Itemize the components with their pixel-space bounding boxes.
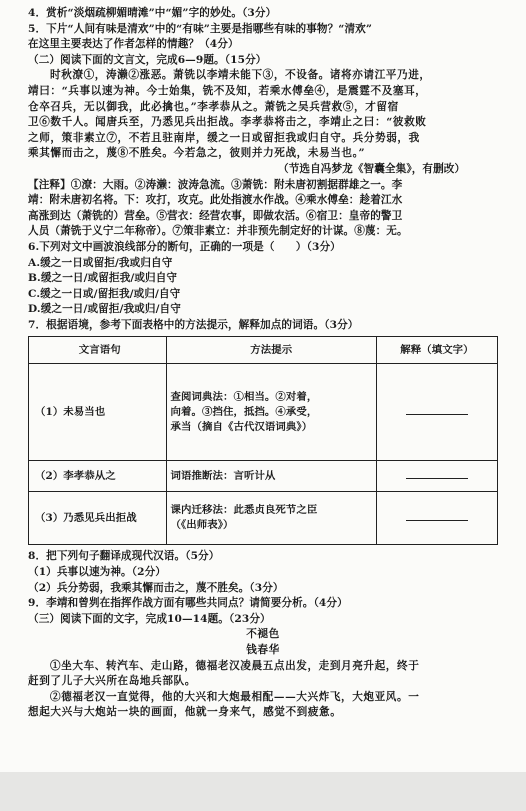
- essay-title: 不褪色: [246, 628, 280, 641]
- answer-cell[interactable]: [376, 492, 497, 545]
- question-5-cont: 在这里主要表达了作者怎样的情趣？（4分）: [28, 38, 239, 51]
- passage-line: 靖曰：“兵事以速为神。今士始集，铣不及知，若乘水傅垒④，是震霆不及塞耳，: [28, 84, 427, 97]
- table-row: [29, 461, 498, 492]
- table-header: 方法提示: [166, 337, 376, 364]
- option-a: A.缓之一日或留拒/我或归自守: [28, 256, 173, 269]
- hint-line: 承当（摘自《古代汉语词典》）: [170, 420, 313, 433]
- method-table: [28, 336, 498, 545]
- essay-line: 赶到了儿子大兴所在岛地兵部队。: [28, 675, 196, 688]
- question-5: 5．下片“人间有味是清欢”中的“有味”主要是指哪些有味的事物？“清欢”: [28, 22, 373, 35]
- passage-line: 之师，策非素立⑦，不若且驻南岸，缓之一日或留拒我或归自守。兵分势弱，我: [28, 131, 420, 144]
- question-8-2: （2）兵分势弱，我乘其懈而击之，蔑不胜矣。（3分）: [28, 581, 284, 594]
- question-8: 8．把下列句子翻译成现代汉语。（5分）: [28, 550, 220, 563]
- question-8-1: （1）兵事以速为神。（2分）: [28, 566, 166, 579]
- hint-line: 查阅词典法：①相当。②对着，: [170, 390, 318, 403]
- essay-author: 钱春华: [246, 644, 280, 657]
- table-header: 文言语句: [29, 337, 167, 364]
- essay-line: 想起大兴与大炮站一块的画面，他就一身来气，感觉不到疲惫。: [28, 706, 342, 719]
- option-b: B.缓之一日/或留拒我/或归自守: [28, 272, 178, 285]
- sentence-cell: （1）未易当也: [29, 364, 167, 461]
- note-line: 高涨到达（萧铣的）营垒。⑤营衣：经营农事，即做农活。⑥宿卫：皇帝的警卫: [28, 209, 403, 222]
- essay-line: ②德福老汉一直觉得，他的大兴和大炮最相配——大兴炸飞，大炮亚风。一: [50, 690, 420, 703]
- sentence-cell: （3）乃悉见兵出拒战: [29, 492, 167, 545]
- table-header: 解释（填文字）: [376, 337, 497, 364]
- table-row: [29, 364, 498, 461]
- hint-line: 课内迁移法：此悉贞良死节之臣: [170, 504, 318, 517]
- question-6: 6.下列对文中画波浪线部分的断句，正确的一项是（ ）（3分）: [28, 240, 341, 253]
- option-d: D.缓之一日/或留拒/我或归/自守: [28, 303, 181, 316]
- question-9: 9．李靖和曾刿在指挥作战方面有哪些共同点？请简要分析。（4分）: [28, 597, 348, 610]
- essay-line: ①坐大车、转汽车、走山路，德福老汉凌晨五点出发，走到月亮升起，终于: [50, 659, 420, 672]
- hint-line: （《出师表》）: [170, 519, 234, 532]
- question-4: 4．赏析“淡烟疏柳媚晴滩”中“媚”字的妙处。（3分）: [28, 7, 277, 19]
- sentence-cell: （2）李孝恭从之: [29, 461, 167, 492]
- answer-blank[interactable]: [406, 468, 468, 479]
- note-line: 【注释】①潦：大雨。②涛濑：波涛急流。③萧铣：附未唐初割据群雄之一。李: [28, 178, 403, 191]
- table-row: [29, 492, 498, 545]
- question-7: 7．根据语境，参考下面表格中的方法提示，解释加点的词语。（3分）: [28, 318, 359, 331]
- passage-line: 乘其懈而击之，蔑⑧不胜矣。今若急之，彼则并力死战，未易当也。”: [28, 147, 366, 160]
- passage-line: 时秋潦①，涛濑②涨恶。萧铣以李靖未能下③，不设备。诸将亦请江平乃进，: [50, 69, 431, 82]
- passage-line: 卫⑥数千人。闻唐兵至，乃悉见兵出拒战。李孝恭将击之，李靖止之曰：“彼救败: [28, 116, 427, 129]
- answer-cell[interactable]: [376, 364, 497, 461]
- note-line: 靖：附未唐初名将。下：攻打，攻克。此处指渡水作战。④乘水傅垒：趁着江水: [28, 194, 403, 207]
- exam-content: [28, 6, 498, 721]
- option-c: C.缓之一日或/留拒我/或归/自守: [28, 287, 181, 300]
- hint-cell: [166, 461, 376, 492]
- bottom-margin: [0, 772, 526, 811]
- hint-line: 向着。③挡住，抵挡。④承受，: [170, 405, 318, 418]
- section-3-heading: （三）阅读下面的文字，完成10—14题。（23分）: [28, 612, 271, 625]
- passage-source: （节选自冯梦龙《智囊全集》，有删改）: [278, 162, 466, 175]
- passage-line: 仓卒召兵，无以御我，此必擒也。”李孝恭从之。萧铣之吴兵营救⑤，才留宿: [28, 100, 399, 113]
- answer-blank[interactable]: [406, 510, 468, 521]
- hint-cell: [166, 492, 376, 545]
- answer-cell[interactable]: [376, 461, 497, 492]
- answer-blank[interactable]: [406, 404, 468, 415]
- note-line: 人员（萧铣于义宁二年称帝）。⑦策非素立：并非预先制定好的计谋。⑧蔑：无。: [28, 225, 408, 238]
- hint-cell: [166, 364, 376, 461]
- hint-line: 词语推断法：言听计从: [170, 469, 276, 482]
- section-2-heading: （二）阅读下面的文言文，完成6—9题。（15分）: [28, 53, 267, 66]
